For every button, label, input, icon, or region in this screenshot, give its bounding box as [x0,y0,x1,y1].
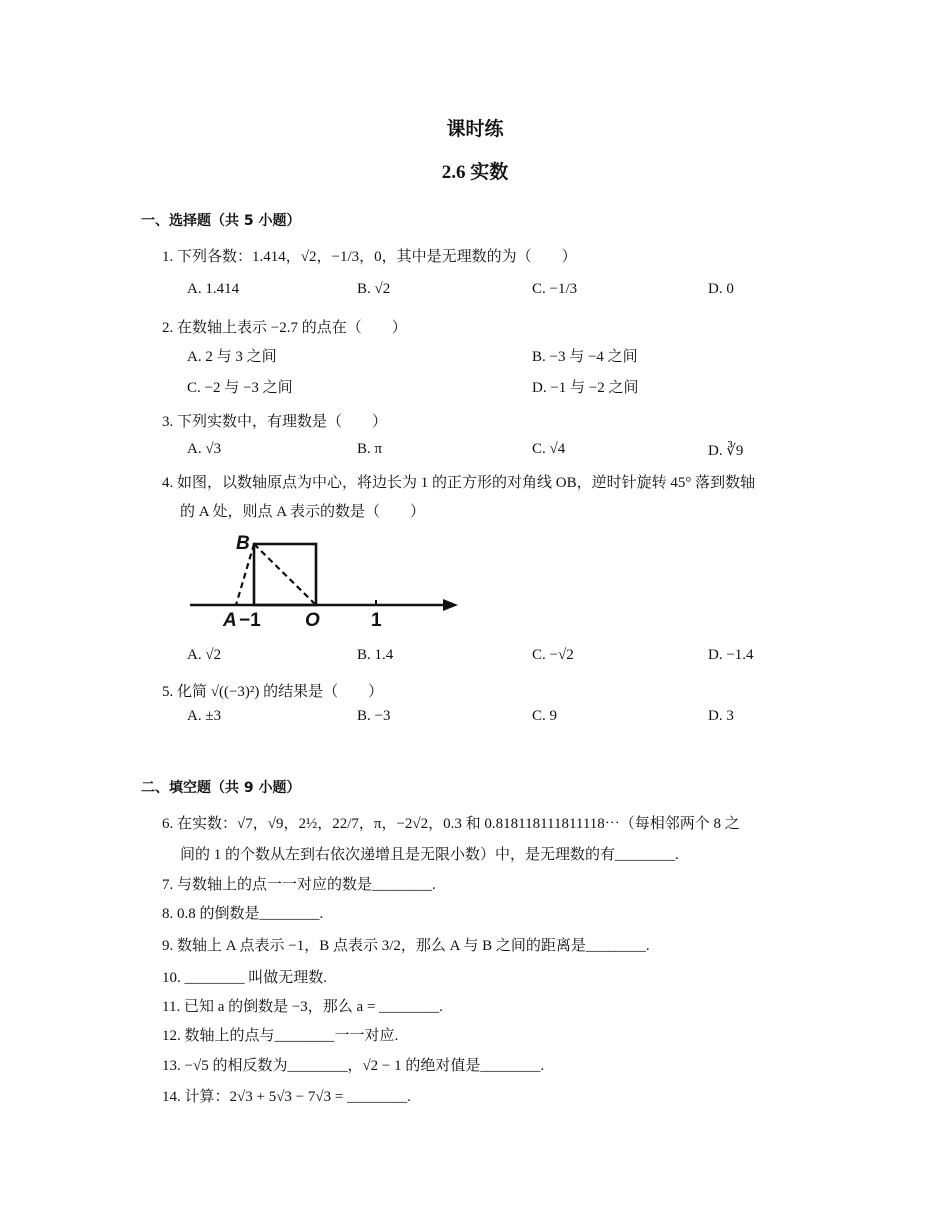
axis-arrow [443,599,458,611]
q2-option-b: B. −3 与 −4 之间 [532,349,638,365]
q5-option-a: A. ±3 [187,708,222,724]
q4-option-a: A. √2 [187,647,222,663]
question-11: 11. 已知 a 的倒数是 −3，那么 a = ________. [162,999,443,1015]
q2-option-a: A. 2 与 3 之间 [187,349,277,365]
q1-option-b: B. √2 [357,281,391,297]
q4-option-b: B. 1.4 [357,647,394,663]
label-a: A [223,610,237,631]
question-8: 8. 0.8 的倒数是________. [162,906,324,922]
q1-option-a: A. 1.414 [187,281,240,297]
label-b: B [236,533,250,554]
question-2-stem: 2. 在数轴上表示 −2.7 的点在（ ） [162,320,407,336]
q1-option-c: C. −1/3 [532,281,578,297]
question-12: 12. 数轴上的点与________一一对应. [162,1028,399,1044]
section-heading-fill: 二、填空题（共 9 小题） [141,780,301,796]
page-subtitle: 2.6 实数 [441,162,509,183]
question-4-stem-line2: 的 A 处，则点 A 表示的数是（ ） [180,504,426,520]
q2-option-c: C. −2 与 −3 之间 [187,380,293,396]
q3-option-c: C. √4 [532,441,566,457]
question-10: 10. ________ 叫做无理数. [162,970,328,986]
q3-option-d: D. ∛9 [708,443,744,459]
section-heading-choice: 一、选择题（共 5 小题） [141,213,301,229]
label-minus-one: −1 [239,610,261,631]
label-one: 1 [371,610,382,631]
q3-option-a: A. √3 [187,441,222,457]
question-1-stem: 1. 下列各数：1.414，√2，−1/3，0，其中是无理数的为（ ） [162,249,577,265]
label-o: O [305,610,320,631]
q2-option-d: D. −1 与 −2 之间 [532,380,639,396]
diagonal-ob [254,544,316,605]
question-14: 14. 计算：2√3 + 5√3 − 7√3 = ________. [162,1089,411,1105]
q5-option-d: D. 3 [708,708,734,724]
question-6-line2: 间的 1 的个数从左到右依次递增且是无限小数）中，是无理数的有________. [180,847,679,863]
question-7: 7. 与数轴上的点一一对应的数是________. [162,877,436,893]
page-title: 课时练 [446,119,504,140]
question-4-stem-line1: 4. 如图，以数轴原点为中心，将边长为 1 的正方形的对角线 OB，逆时针旋转 45° 落到数轴 [162,475,756,491]
question-6-line1: 6. 在实数：√7，√9，2½，22/7，π，−2√2，0.3 和 0.818118111811118⋯（每相邻两个 8 之 [162,816,740,832]
q5-option-b: B. −3 [357,708,391,724]
q4-option-d: D. −1.4 [708,647,754,663]
q3-option-b: B. π [357,441,383,457]
question-13: 13. −√5 的相反数为________，√2 − 1 的绝对值是________. [162,1058,545,1074]
number-line-svg [186,528,466,634]
number-line-figure [186,528,466,634]
q4-option-c: C. −√2 [532,647,574,663]
question-5-stem: 5. 化简 √((−3)²) 的结果是（ ） [162,684,384,700]
q5-option-c: C. 9 [532,708,558,724]
q1-option-d: D. 0 [708,281,734,297]
question-3-stem: 3. 下列实数中，有理数是（ ） [162,414,388,430]
question-9: 9. 数轴上 A 点表示 −1，B 点表示 3/2，那么 A 与 B 之间的距离是________. [162,938,650,954]
